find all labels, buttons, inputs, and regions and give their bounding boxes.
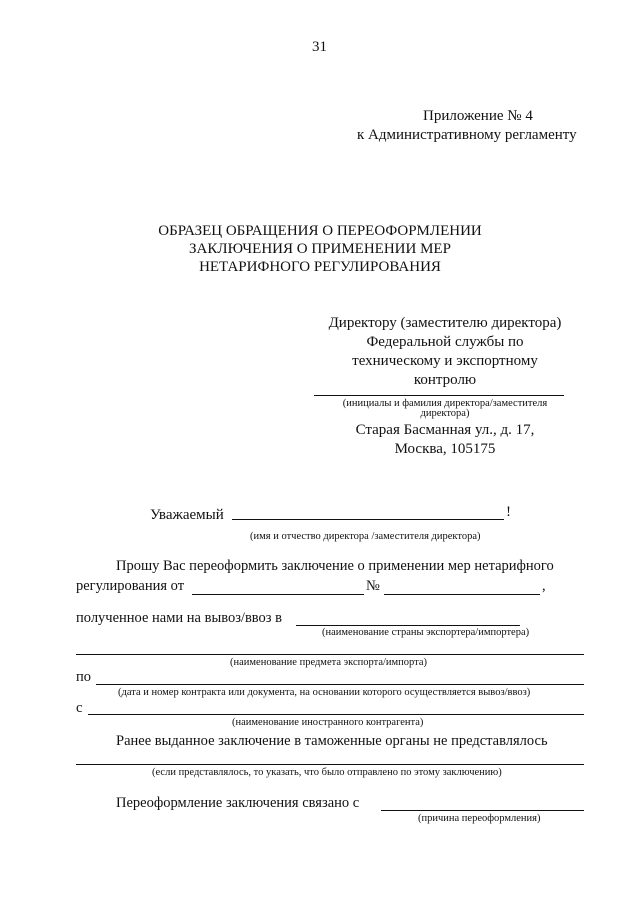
greeting-exclamation: !	[506, 504, 511, 520]
director-name-field[interactable]	[314, 395, 564, 396]
previous-statement: Ранее выданное заключение в таможенные органы не представлялось	[116, 733, 548, 749]
title-line-1: ОБРАЗЕЦ ОБРАЩЕНИЯ О ПЕРЕОФОРМЛЕНИИ	[158, 223, 482, 239]
conclusion-number-field[interactable]	[384, 594, 540, 595]
country-field[interactable]	[296, 625, 520, 626]
contract-field[interactable]	[96, 684, 584, 685]
title-line-3: НЕТАРИФНОГО РЕГУЛИРОВАНИЯ	[199, 259, 441, 275]
director-name-hint-line-2: директора)	[420, 408, 470, 419]
appendix-regulation: к Административному регламенту	[357, 127, 577, 143]
conclusion-date-field[interactable]	[192, 594, 364, 595]
received-label: полученное нами на вывоз/ввоз в	[76, 610, 283, 626]
reason-label: Переоформление заключения связано с	[116, 795, 360, 811]
addressee-line-2: Федеральной службы по	[366, 334, 524, 350]
subject-field[interactable]	[76, 654, 584, 655]
greeting-hint: (имя и отчество директора /заместителя директора)	[250, 531, 481, 542]
request-comma: ,	[542, 578, 546, 594]
addressee-line-4: контролю	[413, 372, 477, 388]
greeting-name-field[interactable]	[232, 519, 504, 520]
number-sign: №	[366, 578, 380, 594]
reason-field[interactable]	[381, 810, 584, 811]
partner-field[interactable]	[88, 714, 584, 715]
contract-hint: (дата и номер контракта или документа, на основании которого осуществляется вывоз/ввоз)	[118, 687, 531, 698]
partner-hint: (наименование иностранного контрагента)	[232, 717, 424, 728]
greeting-label: Уважаемый	[150, 507, 224, 523]
partner-label: с	[76, 700, 83, 716]
request-line-2-label: регулирования от	[76, 578, 185, 594]
subject-hint: (наименование предмета экспорта/импорта)	[230, 657, 428, 668]
document-title	[130, 222, 510, 276]
country-hint: (наименование страны экспортера/импортера)	[322, 627, 530, 638]
address-city: Москва, 105175	[394, 441, 496, 457]
request-line-1: Прошу Вас переоформить заключение о применении мер нетарифного	[116, 558, 554, 574]
addressee-line-3: техническому и экспортному	[352, 353, 538, 369]
reason-hint: (причина переоформления)	[418, 813, 541, 824]
address-block	[300, 421, 590, 459]
previous-hint: (если представлялось, то указать, что было отправлено по этому заключению)	[152, 767, 502, 778]
director-name-hint-line-1: (инициалы и фамилия директора/заместителя	[342, 398, 548, 409]
page-number: 31	[312, 39, 327, 55]
addressee-line-1: Директору (заместителю директора)	[328, 315, 562, 331]
contract-label: по	[76, 669, 92, 685]
director-name-hint	[300, 399, 590, 419]
previous-details-field[interactable]	[76, 764, 584, 765]
address-street: Старая Басманная ул., д. 17,	[355, 422, 535, 438]
addressee-block	[300, 314, 590, 390]
title-line-2: ЗАКЛЮЧЕНИЯ О ПРИМЕНЕНИИ МЕР	[189, 241, 451, 257]
appendix-number: Приложение № 4	[423, 108, 533, 124]
